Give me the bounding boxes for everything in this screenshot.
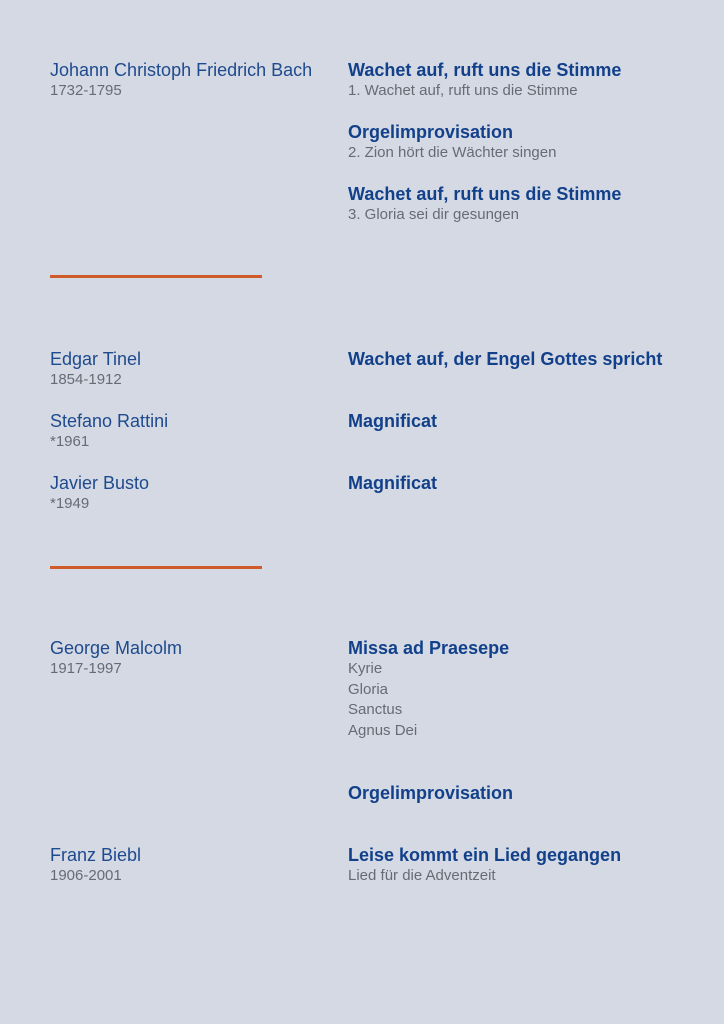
composer-years: 1917-1997 <box>50 660 122 677</box>
section-divider <box>50 275 262 278</box>
work-entry <box>348 121 708 164</box>
composer-name: Javier Busto <box>50 473 150 493</box>
work-entry <box>348 59 708 102</box>
work-entry <box>348 844 708 887</box>
composer-name: George Malcolm <box>50 638 183 658</box>
composer-years: 1732-1795 <box>50 82 122 99</box>
composer-name: Stefano Rattini <box>50 411 169 431</box>
composer-years: 1854-1912 <box>50 371 122 388</box>
work-entry <box>348 472 708 494</box>
section-divider <box>50 566 262 569</box>
movement: Agnus Dei <box>348 722 418 740</box>
work-title: Leise kommt ein Lied gegangen <box>348 845 622 865</box>
work-title: Wachet auf, der Engel Gottes spricht <box>348 349 663 369</box>
composer-entry <box>50 844 340 886</box>
work-title: Orgelimprovisation <box>348 783 514 803</box>
composer-years: *1949 <box>50 495 90 512</box>
movement: Sanctus <box>348 701 403 719</box>
work-title: Missa ad Praesepe <box>348 638 510 658</box>
composer-entry <box>50 59 340 101</box>
composer-name: Edgar Tinel <box>50 349 142 369</box>
work-title: Magnificat <box>348 411 438 431</box>
movement: Kyrie <box>348 660 383 677</box>
work-title: Orgelimprovisation <box>348 122 514 142</box>
work-entry <box>348 637 708 742</box>
work-subtitle: 2. Zion hört die Wächter singen <box>348 144 557 161</box>
work-entry <box>348 410 708 432</box>
work-title: Wachet auf, ruft uns die Stimme <box>348 60 622 80</box>
composer-years: 1906-2001 <box>50 867 122 884</box>
work-entry <box>348 183 708 226</box>
work-subtitle: 1. Wachet auf, ruft uns die Stimme <box>348 82 578 99</box>
composer-entry <box>50 348 340 390</box>
work-subtitle: 3. Gloria sei dir gesungen <box>348 206 519 223</box>
movement: Gloria <box>348 680 389 698</box>
composer-name: Franz Biebl <box>50 845 142 865</box>
work-title: Wachet auf, ruft uns die Stimme <box>348 184 622 204</box>
work-entry <box>348 782 708 804</box>
composer-entry <box>50 472 340 514</box>
work-entry <box>348 348 708 370</box>
composer-entry <box>50 410 340 452</box>
composer-entry <box>50 637 340 679</box>
work-subtitle: Lied für die Adventzeit <box>348 867 496 884</box>
composer-years: *1961 <box>50 433 90 450</box>
composer-name: Johann Christoph Friedrich Bach <box>50 60 313 80</box>
work-title: Magnificat <box>348 473 438 493</box>
